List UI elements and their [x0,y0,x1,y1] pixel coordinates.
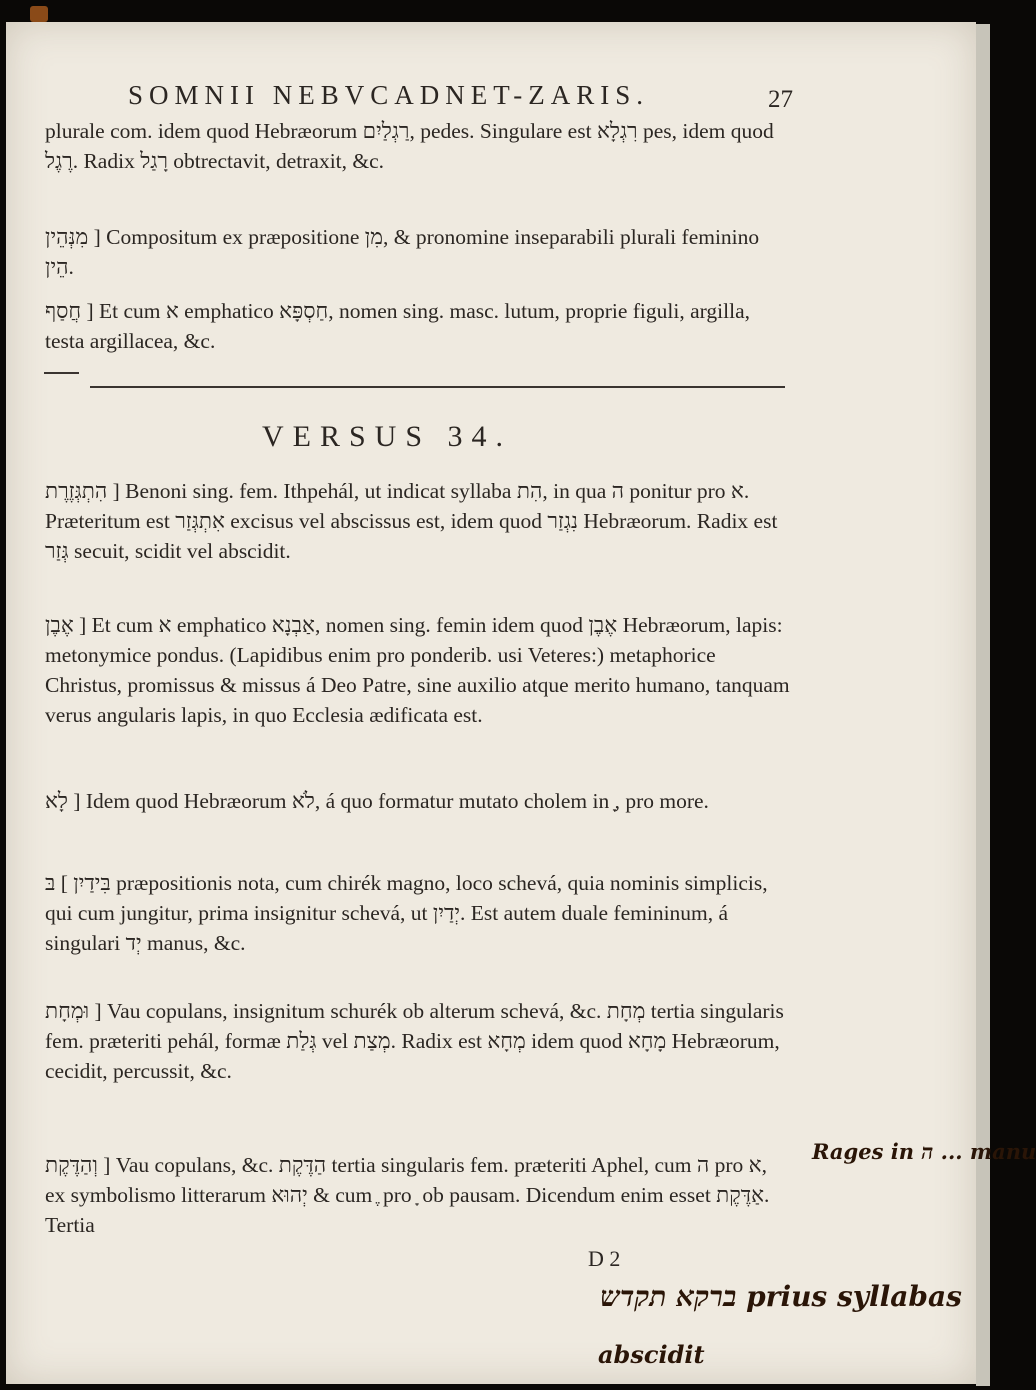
paragraph-la: לָא ] Idem quod Hebræorum לֹא, á quo formatur mutato cholem in ָ, pro more. [45,789,709,813]
handwritten-margin-note: Rages in ה ... manu [812,1139,1036,1164]
paragraph-umechat: וּמְחָת ] Vau copulans, insignitum schurék ob alterum schevá, &c. מְחָת tertia singularis fem. præteriti pehál, formæ גְּלַת vel מְצַת. Radix est מְחָא idem quod מָחָא Hebræorum, cecidit, percussit, &c. [45,999,784,1083]
signature-mark: D 2 [588,1246,621,1271]
binding-mark [30,6,48,22]
paragraph-hitgezeret: הִתְגְּזֶרֶת ] Benoni sing. fem. Ithpehál, ut indicat syllaba הִת, in qua ה ponitur pro א. Præteritum est אִתְגְּזַר excisus vel abscissus est, idem quod נִגְזַר Hebræorum. Radix est גְּזַר secuit, scidit vel abscidit. [45,479,778,563]
section-rule [90,386,785,388]
page-number: 27 [768,86,793,113]
page-edge [976,24,990,1386]
running-title: SOMNII NEBVCADNET-ZARIS. [128,80,650,110]
handwritten-note-line-1: ברקא תקדש prius syllabas [600,1280,962,1313]
paragraph-even: אֶבֶן ] Et cum א emphatico אַבְנָא, nomen sing. femin idem quod אֶבֶן Hebræorum, lapis: metonymice pondus. (Lapidibus enim pro ponderib. usi Veteres:) metaphorice Christus, promissus & missus á Deo Patre, sine auxilio atque merito humano, tanquam verus angularis lapis, in quo Ecclesia ædificata est. [45,613,790,727]
section-rule-short [44,372,79,374]
paragraph-minnehein: מִנְּהֵין ] Compositum ex præpositione מִן, & pronomine inseparabili plurali feminino הֵין. [45,225,760,279]
paragraph-chasaph: חֲסַף ] Et cum א emphatico חַסְפָּא, nomen sing. masc. lutum, proprie figuli, argilla, testa argillacea, &c. [45,299,751,353]
paragraph-bidayin: בִּידַיִן ] בּ præpositionis nota, cum chirék magno, loco schevá, quia nominis simplicis, qui cum jungitur, prima insignitur schevá, ut יְדַיִן. Est autem duale femininum, á singulari יְד manus, &c. [45,871,768,955]
verse-heading: VERSUS 34. [262,420,513,453]
handwritten-note-line-2: abscidit [598,1340,705,1369]
paragraph-continuation: plurale com. idem quod Hebræorum רַגְלַיִם, pedes. Singulare est רִגְלָא pes, idem quod רֶגֶל. Radix רָגַל obtrectavit, detraxit, &c. [45,119,774,173]
paragraph-vehaddeqet: וְהַדֶּקֶת ] Vau copulans, &c. הַדֶּקֶת tertia singularis fem. præteriti Aphel, cum ה pro א, ex symbolismo litterarum יְהוּא & cum ֶ pro ָ ob pausam. Dicendum enim esset אַדֶּקֶת. Tertia [45,1153,770,1237]
